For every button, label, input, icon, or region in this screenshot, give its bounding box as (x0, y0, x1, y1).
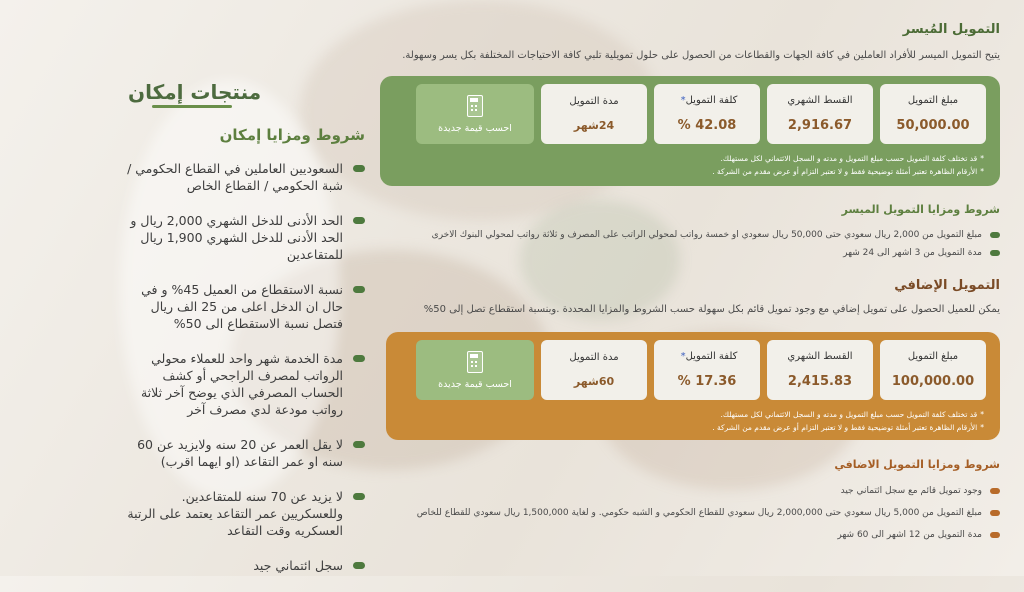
emkan-conditions-title: شروط ومزايا إمكان (219, 126, 365, 144)
easy-finance-notes: * قد تختلف كلفة التمويل حسب مبلغ التمويل و مدته و السجل الائتماني لكل مستهلك. * الأرقام الظاهرة تعتبر أمثلة توضيحية فقط و لا تعتبر التزام أو عرض مقدم من الشركة . (712, 152, 984, 178)
easy-finance-card (380, 76, 1000, 186)
amount-box: مبلغ التمويل 100,000.00 (880, 340, 986, 400)
list-item: السعوديين العاملين في القطاع الحكومي / شبة الحكومي / القطاع الخاص (120, 160, 365, 194)
bullet-icon (353, 286, 365, 293)
installment-value: 2,916.67 (787, 118, 853, 133)
bullet-icon (990, 250, 1000, 256)
brand-title: منتجات إمكان (128, 80, 262, 104)
cost-box: كلفة التمويل* 42.08 % (654, 84, 760, 144)
easy-finance-description: يتيح التمويل الميسر للأفراد العاملين في كافة الجهات والقطاعات من الحصول على حلول تمويلية تلبي كافة الاحتياجات المختلفة بكل يسر وسهولة. (402, 50, 1000, 61)
calculator-icon (467, 351, 483, 373)
bullet-icon (990, 510, 1000, 516)
calculator-icon (467, 95, 483, 117)
installment-value: 2,415.83 (787, 374, 853, 389)
cost-value: 42.08 % (677, 118, 737, 133)
list-item: مدة الخدمة شهر واحد للعملاء محولي الرواتب لمصرف الراجحي أو كشف الحساب المصرفي الذي يوضح آخر ثلاثة رواتب مودعة لدي مصرف آخر (120, 350, 365, 418)
extra-finance-title: التمويل الإضافي (894, 278, 1000, 293)
list-item: لا يقل العمر عن 20 سنه ولايزيد عن 60 سنه او عمر التقاعد (او ايهما اقرب) (120, 436, 365, 470)
list-item: مبلغ التمويل من 2,000 ريال سعودي حتى 50,000 ريال سعودي او خمسة رواتب لمحولي الراتب على المصرف و ثلاثة رواتب لمحولي البنوك الاخرى (380, 226, 1000, 244)
extra-finance-notes: * قد تختلف كلفة التمويل حسب مبلغ التمويل و مدته و السجل الائتماني لكل مستهلك. * الأرقام الظاهرة تعتبر أمثلة توضيحية فقط و لا تعتبر التزام أو عرض مقدم من الشركة . (712, 408, 984, 434)
bullet-icon (353, 493, 365, 500)
extra-finance-description: يمكن للعميل الحصول على تمويل إضافي مع وجود تمويل قائم بكل سهولة حسب الشروط والمزايا المحددة .وبنسبة استقطاع تصل إلى 50% (423, 304, 1000, 315)
bullet-icon (990, 488, 1000, 494)
asterisk-icon: * (680, 351, 686, 362)
duration-box: مدة التمويل 24شهر (541, 84, 647, 144)
extra-finance-values (416, 340, 986, 400)
cost-box: كلفة التمويل* 17.36 % (654, 340, 760, 400)
amount-value: 100,000.00 (891, 374, 975, 389)
amount-value: 50,000.00 (896, 118, 970, 133)
cost-value: 17.36 % (677, 374, 737, 389)
amount-box: مبلغ التمويل 50,000.00 (880, 84, 986, 144)
easy-finance-title: التمويل المُيسر (902, 22, 1000, 37)
extra-conditions-list (380, 480, 1000, 546)
brand-underline (152, 105, 232, 108)
extra-conditions-title: شروط ومزايا التمويل الاضافي (834, 458, 1000, 471)
list-item: سجل ائتماني جيد (120, 557, 365, 574)
easy-finance-values (416, 84, 986, 144)
bullet-icon (353, 355, 365, 362)
bullet-icon (990, 532, 1000, 538)
list-item: مبلغ التمويل من 5,000 ريال سعودي حتى 2,000,000 ريال سعودي للقطاع الحكومي و الشبه حكومي. و لغاية 1,500,000 ريال سعودي للقطاع للخاص (380, 502, 1000, 524)
list-item: لا يزيد عن 70 سنه للمتقاعدين. وللعسكريين عمر التقاعد يعتمد على الرتبة العسكريه وقت التقاعد (120, 488, 365, 539)
easy-conditions-list (380, 226, 1000, 262)
list-item: الحد الأدنى للدخل الشهري 2,000 ريال و الحد الأدنى للدخل الشهري 1,900 ريال للمتقاعدين (120, 212, 365, 263)
bullet-icon (353, 217, 365, 224)
installment-box: القسط الشهري 2,916.67 (767, 84, 873, 144)
list-item: وجود تمويل قائم مع سجل ائتماني جيد (380, 480, 1000, 502)
calculate-new-value-button[interactable]: احسب قيمة جديدة (416, 84, 534, 144)
easy-conditions-title: شروط ومزايا التمويل الميسر (841, 203, 1000, 216)
duration-value: 60شهر (573, 375, 615, 388)
duration-value: 24شهر (573, 119, 615, 132)
asterisk-icon: * (680, 95, 686, 106)
bullet-icon (990, 232, 1000, 238)
list-item: مدة التمويل من 3 اشهر الى 24 شهر (380, 244, 1000, 262)
list-item: مدة التمويل من 12 اشهر الى 60 شهر (380, 524, 1000, 546)
list-item: نسبة الاستقطاع من العميل 45% و في حال ان الدخل اعلى من 25 الف ريال فتصل نسبة الاستقطاع الى 50% (120, 281, 365, 332)
calculate-new-value-button[interactable]: احسب قيمة جديدة (416, 340, 534, 400)
bullet-icon (353, 441, 365, 448)
extra-finance-card (386, 332, 1000, 440)
installment-box: القسط الشهري 2,415.83 (767, 340, 873, 400)
duration-box: مدة التمويل 60شهر (541, 340, 647, 400)
bullet-icon (353, 165, 365, 172)
bullet-icon (353, 562, 365, 569)
emkan-conditions-list (120, 160, 365, 592)
